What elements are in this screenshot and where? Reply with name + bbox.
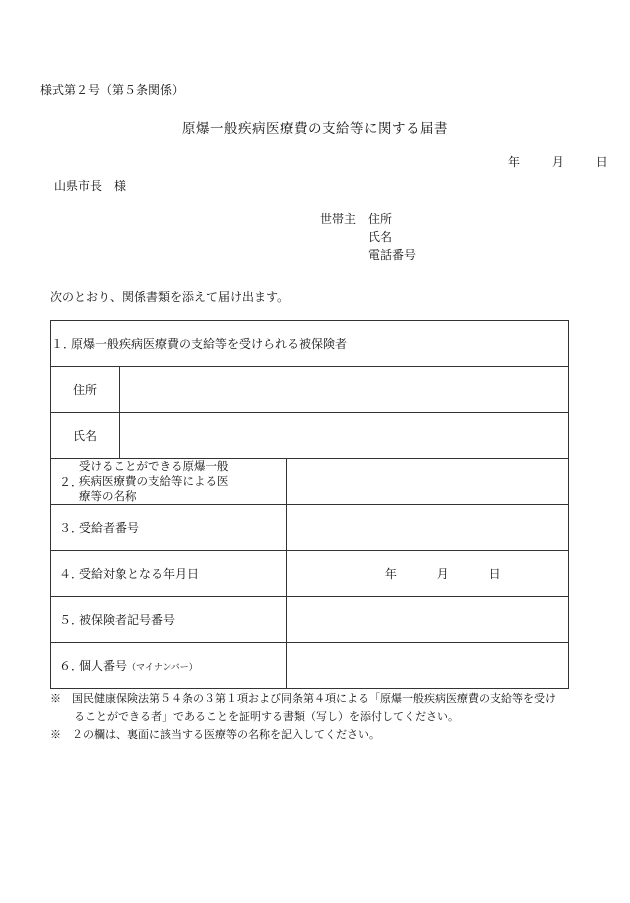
eligibility-date-label [51, 551, 287, 597]
row4-label: 受給対象となる年月日 [79, 567, 200, 581]
individual-number-field[interactable] [286, 643, 568, 689]
applicant-phone-label: 電話番号 [368, 248, 417, 262]
insured-symbol-number-field[interactable] [286, 597, 568, 643]
note1-line2: ることができる者」であることを証明する書類（写し）を添付してください。 [74, 710, 459, 723]
eligibility-date-field[interactable] [286, 551, 568, 597]
applicant-block [320, 210, 416, 264]
medical-care-name-field[interactable] [286, 459, 568, 505]
date-day-label: 日 [595, 155, 608, 169]
row5-label: 被保険者記号番号 [79, 613, 176, 627]
applicant-address-label: 住所 [368, 212, 393, 226]
row6-label: 個人番号 [79, 659, 128, 673]
date-month-label: 月 [551, 155, 564, 169]
section1-number: １． [51, 337, 76, 351]
eligibility-day-label: 日 [488, 567, 501, 581]
notification-table [50, 320, 569, 689]
insured-symbol-number-label [51, 597, 287, 643]
addressee: 山県市長 様 [54, 179, 127, 193]
individual-number-label [51, 643, 287, 689]
intro-text: 次のとおり、関係書類を添えて届け出ます。 [50, 290, 290, 304]
insured-address-label: 住所 [51, 367, 120, 413]
date-year-label: 年 [508, 155, 521, 169]
note1-line1: 国民健康保険法第５４条の３第１項および同条第４項による「原爆一般疾病医療費の支給等を受け [72, 692, 556, 705]
recipient-number-label [51, 505, 287, 551]
note2-text: ２の欄は、裏面に該当する医療等の名称を記入してください。 [72, 728, 380, 741]
section1-header [51, 321, 569, 367]
note2-mark: ※ [50, 728, 61, 741]
form-number: 様式第２号（第５条関係） [40, 83, 185, 97]
row6-sublabel: （マイナンバー） [127, 663, 198, 673]
footnotes [50, 690, 570, 744]
eligibility-year-label: 年 [384, 567, 397, 581]
insured-name-field[interactable] [120, 413, 569, 459]
submission-date [508, 153, 608, 170]
row3-label: 受給者番号 [79, 521, 140, 535]
note1-mark: ※ [50, 692, 61, 705]
row6-number: ６． [59, 659, 84, 673]
applicant-role: 世帯主 [320, 212, 357, 226]
applicant-name-label: 氏名 [368, 230, 393, 244]
row4-number: ４． [59, 567, 84, 581]
section1-label: 原爆一般疾病医療費の支給等を受けられる被保険者 [71, 337, 348, 351]
eligibility-month-label: 月 [436, 567, 449, 581]
medical-care-name-label [51, 459, 287, 505]
row2-label: 受けることができる原爆一般疾病医療費の支給等による医療等の名称 [79, 459, 229, 503]
row3-number: ３． [59, 521, 84, 535]
row2-number: ２． [59, 475, 84, 489]
insured-name-label: 氏名 [51, 413, 120, 459]
document-title: 原爆一般疾病医療費の支給等に関する届書 [182, 121, 448, 137]
recipient-number-field[interactable] [286, 505, 568, 551]
row5-number: ５． [59, 613, 84, 627]
insured-address-field[interactable] [120, 367, 569, 413]
